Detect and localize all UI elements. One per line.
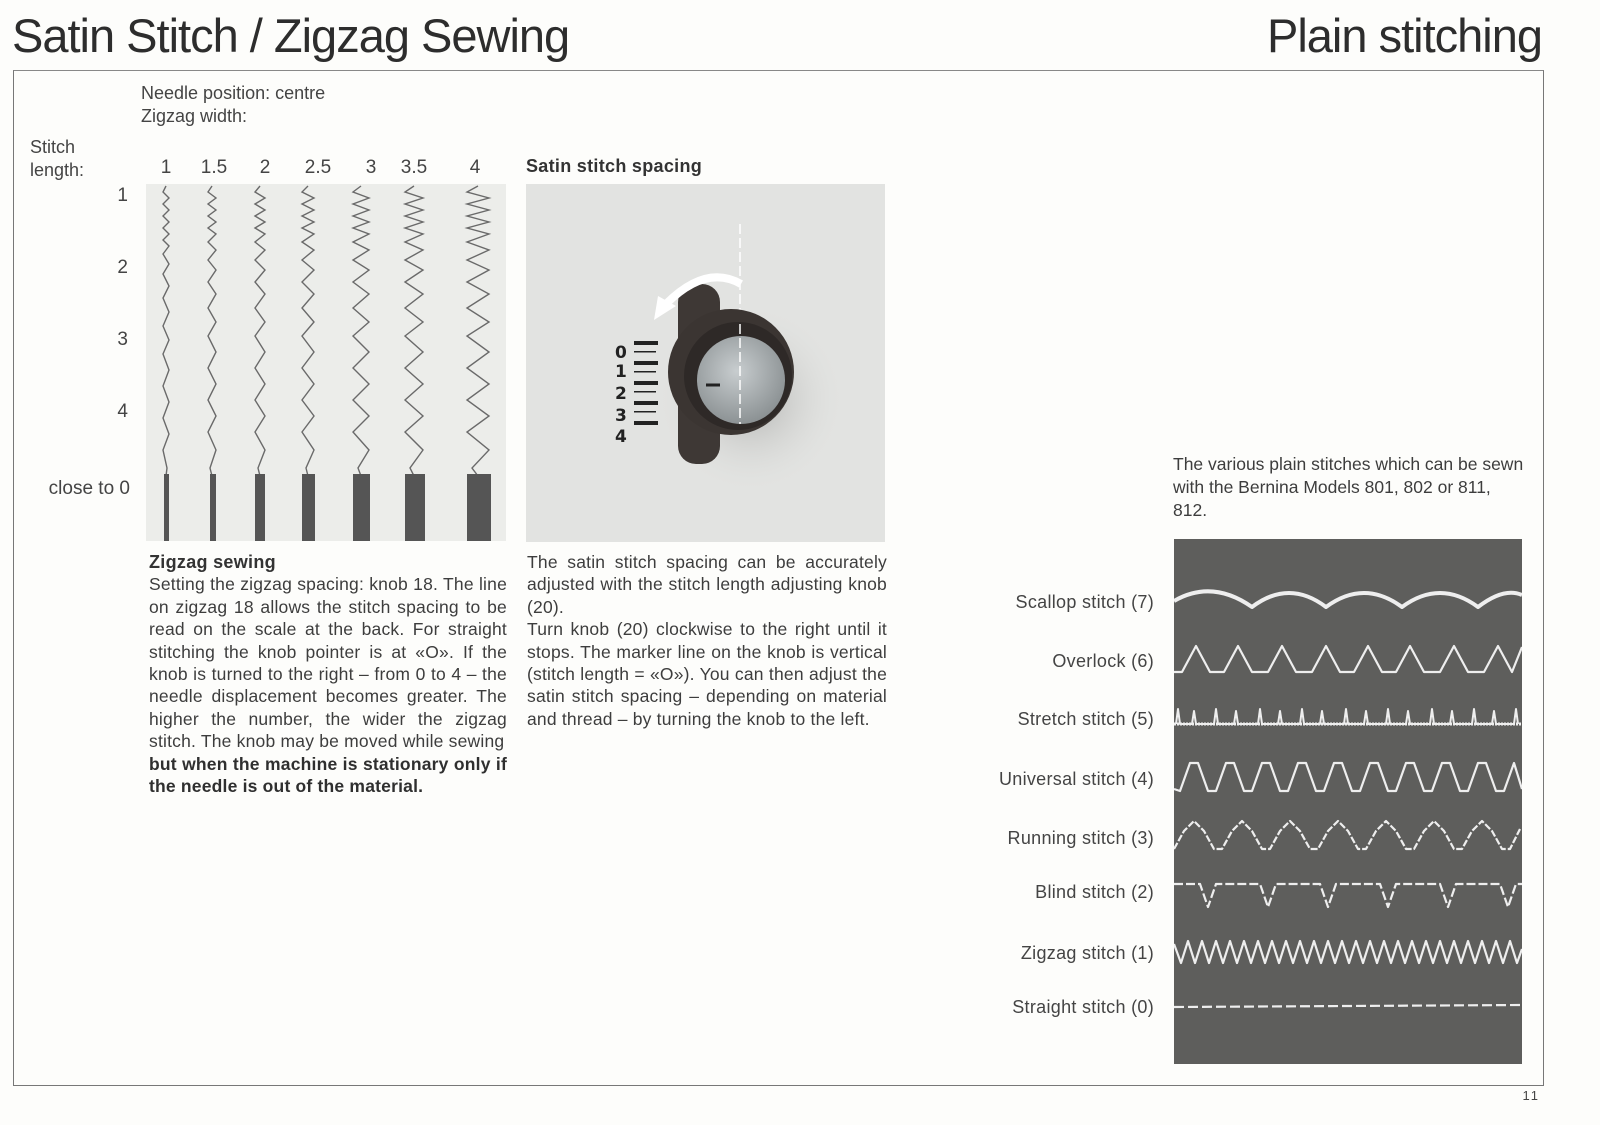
satin-paragraph-2: Turn knob (20) clockwise to the right until it stops. The marker line on the knob is vertical (stitch length = «O»). You can then adjust the satin stitch spacing – depending on material and thread – by turning the knob to the left. (527, 619, 887, 729)
column-label: 3 (365, 157, 377, 178)
stitch-length-line2: length: (30, 160, 85, 180)
row-label: 1 (117, 185, 128, 206)
scale-mark-0: 0 (615, 343, 627, 363)
plain-stitches-illustration (1174, 539, 1522, 1064)
plain-stitches-intro: The various plain stitches which can be sewn with the Bernina Models 801, 802 or 811, 812. (1173, 454, 1524, 520)
stitch-label-overlock: Overlock (6) (1052, 651, 1154, 671)
page-title-left: Satin Stitch / Zigzag Sewing (12, 9, 570, 62)
column-label: 1 (160, 157, 172, 178)
row-label: 4 (117, 401, 128, 422)
column-label: 1.5 (200, 157, 228, 178)
stitch-label-running: Running stitch (3) (1007, 828, 1154, 848)
row-label: 3 (117, 329, 128, 350)
zigzag-samples-illustration (146, 184, 506, 541)
needle-position-label (141, 82, 325, 128)
zigzag-width-label: Zigzag width: (141, 106, 248, 126)
zigzag-sewing-heading: Zigzag sewing (149, 552, 276, 572)
blind-stitch-sample (1174, 884, 1522, 907)
knob-photo (526, 184, 885, 542)
straight-stitch-sample (1174, 1005, 1522, 1007)
scale-mark-3: 3 (615, 406, 627, 426)
overlock-stitch-sample (1174, 646, 1522, 672)
column-label: 4 (469, 157, 481, 178)
stitch-length-label (30, 136, 84, 182)
zigzag-sewing-text (149, 551, 507, 797)
scallop-stitch-sample (1174, 591, 1522, 607)
plain-stitches-photo (1174, 539, 1522, 1064)
scale-mark-2: 2 (615, 384, 627, 404)
column-label: 2.5 (304, 157, 332, 178)
scale-mark-4: 4 (615, 427, 627, 447)
page-number: 11 (1522, 1088, 1540, 1103)
page-title-right: Plain stitching (1267, 9, 1542, 62)
stitch-label-straight: Straight stitch (0) (1012, 997, 1154, 1017)
satin-stitch-heading: Satin stitch spacing (526, 156, 703, 176)
satin-stitch-text (527, 551, 887, 730)
stitch-label-blind: Blind stitch (2) (1035, 882, 1154, 902)
zigzag-stitch-sample (1174, 941, 1522, 963)
running-stitch-sample (1174, 821, 1520, 849)
needle-position-text: Needle position: centre (141, 83, 326, 103)
scale-mark-1: 1 (615, 362, 627, 382)
satin-paragraph-1: The satin stitch spacing can be accurately adjusted with the stitch length adjusting knob (20). (527, 552, 887, 617)
row-label: close to 0 (48, 478, 130, 499)
zigzag-sewing-paragraph: Setting the zigzag spacing: knob 18. The line on zigzag 18 allows the stitch spacing to be read on the scale at the back. For straight stitching the knob pointer is at «O». If the knob is turned to the right – from 0 to 4 – the needle displacement becomes greater. The higher the number, the wider the zigzag stitch. The knob may be moved while sewing (149, 574, 507, 752)
zigzag-sample-panel (146, 184, 506, 541)
stitch-label-stretch: Stretch stitch (5) (1017, 709, 1154, 729)
row-label: 2 (117, 257, 128, 278)
stitch-length-knob-illustration (526, 184, 885, 542)
stitch-length-line1: Stitch (30, 137, 76, 157)
universal-stitch-sample (1174, 763, 1522, 791)
column-label: 2 (259, 157, 271, 178)
stitch-label-universal: Universal stitch (4) (998, 769, 1154, 789)
stitch-label-zigzag: Zigzag stitch (1) (1020, 943, 1154, 963)
stitch-label-scallop: Scallop stitch (7) (1015, 592, 1154, 612)
column-label: 3.5 (400, 157, 428, 178)
zigzag-sewing-warning: but when the machine is stationary only if the needle is out of the material. (149, 753, 507, 797)
